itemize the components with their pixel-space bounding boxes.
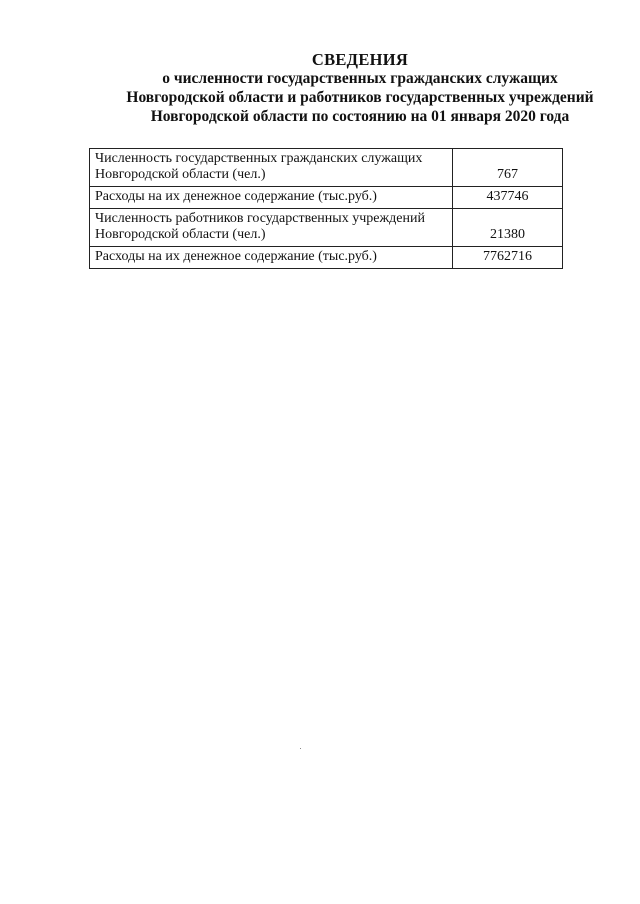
row-value: 767 bbox=[453, 149, 563, 187]
staff-statistics-table bbox=[89, 148, 563, 269]
row-label-line: Новгородской области (чел.) bbox=[95, 167, 266, 182]
row-value: 7762716 bbox=[453, 247, 563, 269]
row-label-line: Новгородской области (чел.) bbox=[95, 227, 266, 242]
row-label-line: Расходы на их денежное содержание (тыс.руб.) bbox=[95, 249, 377, 264]
document-title: СВЕДЕНИЯ bbox=[311, 50, 409, 69]
table-row bbox=[90, 247, 563, 269]
table-row bbox=[90, 209, 563, 247]
scan-speck bbox=[300, 748, 301, 749]
row-label-line: Численность государственных гражданских служащих bbox=[95, 151, 423, 166]
row-label-line: Численность работников государственных учреждений bbox=[95, 211, 425, 226]
row-label bbox=[90, 247, 453, 269]
row-label bbox=[90, 187, 453, 209]
table-row bbox=[90, 187, 563, 209]
row-value: 21380 bbox=[453, 209, 563, 247]
table-row bbox=[90, 149, 563, 187]
heading-line-3: Новгородской области по состоянию на 01 января 2020 года bbox=[150, 108, 570, 125]
heading-line-1: о численности государственных гражданских служащих bbox=[162, 70, 558, 87]
row-label bbox=[90, 149, 453, 187]
row-value: 437746 bbox=[453, 187, 563, 209]
heading-line-2: Новгородской области и работников государственных учреждений bbox=[126, 89, 594, 106]
document-heading bbox=[60, 50, 640, 126]
row-label-line: Расходы на их денежное содержание (тыс.руб.) bbox=[95, 189, 377, 204]
row-label bbox=[90, 209, 453, 247]
